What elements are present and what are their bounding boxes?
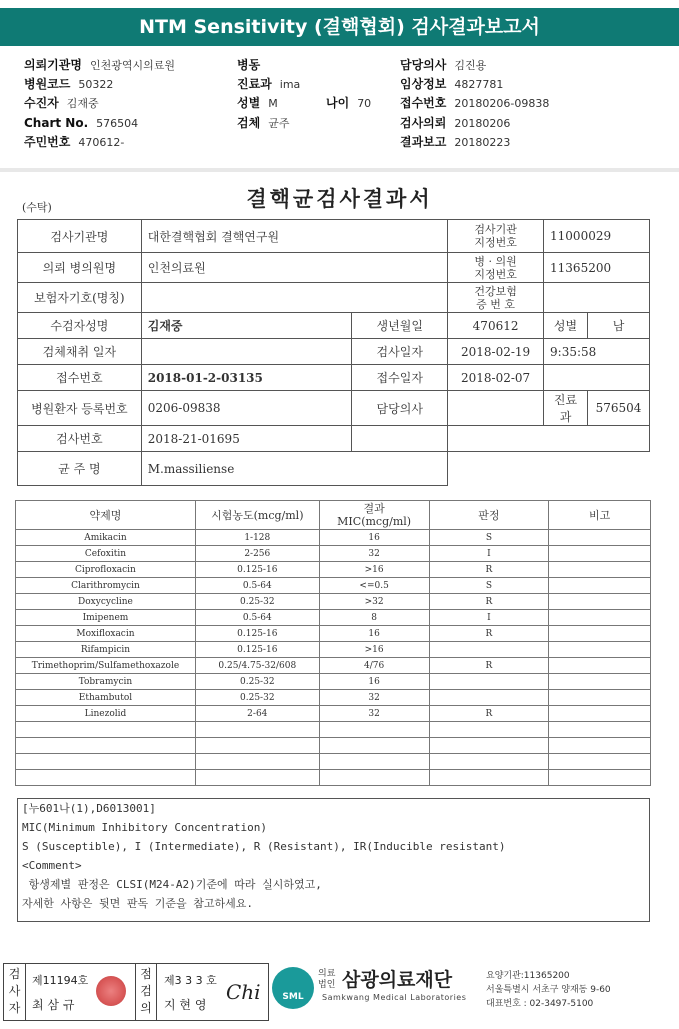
exam-no-value: 2018-21-01695 xyxy=(141,426,352,452)
empty-cell xyxy=(429,754,549,770)
drug-note xyxy=(549,546,651,562)
drug-note xyxy=(549,578,651,594)
drug-mic: 8 xyxy=(319,610,429,626)
commission-label: (수탁) xyxy=(22,201,52,214)
reg-value: 0206-09838 xyxy=(141,391,352,426)
test-date-label: 검사일자 xyxy=(352,339,448,365)
drug-conc: 0.25-32 xyxy=(195,594,319,610)
doctor-value xyxy=(448,391,544,426)
seal-stamp xyxy=(96,976,126,1006)
drug-mic: >16 xyxy=(319,642,429,658)
hospital-no-value: 11365200 xyxy=(544,253,650,283)
drug-conc: 0.125-16 xyxy=(195,562,319,578)
drug-row xyxy=(16,642,651,658)
drug-judge xyxy=(429,642,549,658)
drug-row xyxy=(16,594,651,610)
drug-name: Imipenem xyxy=(16,610,196,626)
header-label: 성별 xyxy=(237,96,261,110)
drug-name: Moxifloxacin xyxy=(16,626,196,642)
header-value: 인천광역시의료원 xyxy=(89,59,175,72)
drug-judge: S xyxy=(429,578,549,594)
header-field xyxy=(24,133,124,152)
empty-cell xyxy=(549,722,651,738)
dept-value: 576504 xyxy=(587,391,649,426)
exam-no-label: 검사번호 xyxy=(18,426,142,452)
drug-judge: R xyxy=(429,594,549,610)
drug-row xyxy=(16,674,651,690)
header-label: 임상정보 xyxy=(400,77,447,91)
remark-line: [누601나(1),D6013001] xyxy=(22,802,156,815)
drug-note xyxy=(549,626,651,642)
agency-no-value: 11000029 xyxy=(544,220,650,253)
drug-name: Rifampicin xyxy=(16,642,196,658)
drug-conc: 0.25/4.75-32/608 xyxy=(195,658,319,674)
drug-row xyxy=(16,690,651,706)
hospital-no-label: 병 · 의원 지정번호 xyxy=(448,253,544,283)
patient-value: 김재중 xyxy=(141,313,352,339)
empty-cell xyxy=(319,738,429,754)
empty-cell xyxy=(195,770,319,786)
empty-cell xyxy=(448,426,650,452)
collect-value xyxy=(141,339,352,365)
header-value: 20180223 xyxy=(454,136,511,149)
drug-note xyxy=(549,530,651,546)
drug-note xyxy=(549,690,651,706)
remark-line: 항생제별 판정은 CLSI(M24-A2)기준에 따라 실시하였고, xyxy=(22,878,322,891)
empty-cell xyxy=(549,754,651,770)
legal-line-1: 의료 xyxy=(318,969,336,979)
org-name: 삼광의료재단 xyxy=(342,969,453,991)
phone: 대표번호 : 02-3497-5100 xyxy=(486,999,594,1009)
sml-logo-icon: SML xyxy=(272,967,314,1009)
checker-no: 제3 3 3 호 xyxy=(164,974,217,987)
agency-no-label: 검사기관 지정번호 xyxy=(448,220,544,253)
header-field xyxy=(24,56,175,75)
empty-cell xyxy=(16,722,196,738)
drug-mic: 16 xyxy=(319,674,429,690)
separator xyxy=(0,168,679,172)
drug-name: Amikacin xyxy=(16,530,196,546)
drug-row xyxy=(16,658,651,674)
header-value: 20180206-09838 xyxy=(454,97,550,110)
header-value: 김재중 xyxy=(66,97,99,110)
drug-row xyxy=(16,578,651,594)
drug-conc: 0.25-32 xyxy=(195,674,319,690)
receipt-no-value: 2018-01-2-03135 xyxy=(141,365,352,391)
header-label: 결과보고 xyxy=(400,135,447,149)
drug-name: Trimethoprim/Sulfamethoxazole xyxy=(16,658,196,674)
legal-line-2: 법인 xyxy=(318,980,336,990)
drug-name: Clarithromycin xyxy=(16,578,196,594)
org-en: Samkwang Medical Laboratories xyxy=(322,993,467,1002)
empty-cell xyxy=(195,722,319,738)
header-value: ima xyxy=(279,78,301,91)
drug-judge: R xyxy=(429,562,549,578)
drug-row xyxy=(16,530,651,546)
drug-name: Ciprofloxacin xyxy=(16,562,196,578)
empty-cell xyxy=(16,770,196,786)
header-label: Chart No. xyxy=(24,116,89,130)
report-banner: NTM Sensitivity (결핵협회) 검사결과보고서 xyxy=(0,8,679,46)
drug-conc: 0.125-16 xyxy=(195,626,319,642)
drug-mic: >16 xyxy=(319,562,429,578)
drug-note xyxy=(549,658,651,674)
test-date-value: 2018-02-19 xyxy=(448,339,544,365)
empty-row xyxy=(16,770,651,786)
header-mic: 결과 MIC(mcg/ml) xyxy=(319,501,429,530)
empty-cell xyxy=(319,770,429,786)
drug-note xyxy=(549,594,651,610)
drug-note xyxy=(549,674,651,690)
empty-cell xyxy=(544,365,650,391)
drug-row xyxy=(16,610,651,626)
checker-name: 지 현 영 xyxy=(164,998,207,1012)
insurance-label: 건강보험 증 번 호 xyxy=(448,283,544,313)
header-field xyxy=(237,75,300,94)
empty-cell xyxy=(549,770,651,786)
header-label: 나이 xyxy=(326,96,350,110)
drug-judge: R xyxy=(429,706,549,722)
drug-mic: <=0.5 xyxy=(319,578,429,594)
header-label: 검사의뢰 xyxy=(400,116,447,130)
tester-no: 제11194호 xyxy=(32,974,89,987)
address: 서울특별시 서초구 양재동 9-60 xyxy=(486,985,611,995)
drug-conc: 2-64 xyxy=(195,706,319,722)
header-label: 병원코드 xyxy=(24,77,71,91)
receipt-no-label: 접수번호 xyxy=(18,365,142,391)
header-label: 의뢰기관명 xyxy=(24,58,82,72)
reg-label: 병원환자 등록번호 xyxy=(18,391,142,426)
header-drug: 약제명 xyxy=(16,501,196,530)
drug-conc: 0.5-64 xyxy=(195,578,319,594)
header-field xyxy=(24,94,99,113)
legal-entity xyxy=(318,969,335,991)
sex-label: 성별 xyxy=(544,313,588,339)
drug-judge xyxy=(429,674,549,690)
header-value: 4827781 xyxy=(454,78,504,91)
drug-judge: R xyxy=(429,658,549,674)
remark-line: 자세한 사항은 뒷면 판독 기준을 참고하세요. xyxy=(22,897,254,910)
remark-line: <Comment> xyxy=(22,859,82,872)
patient-info-table xyxy=(17,219,650,486)
header-value: 균주 xyxy=(268,117,290,130)
remark-line: S (Susceptible), I (Intermediate), R (Resistant), IR(Inducible resistant) xyxy=(22,840,506,853)
receipt-date-label: 접수일자 xyxy=(352,365,448,391)
doctor-label: 담당의사 xyxy=(352,391,448,426)
header-value: 576504 xyxy=(96,117,139,130)
empty-cell xyxy=(448,452,650,486)
header-note: 비고 xyxy=(549,501,651,530)
strain-label: 균 주 명 xyxy=(18,452,142,486)
hospital-value: 인천의료원 xyxy=(141,253,447,283)
drug-conc: 0.5-64 xyxy=(195,610,319,626)
drug-judge: I xyxy=(429,546,549,562)
empty-cell xyxy=(195,738,319,754)
drug-judge: I xyxy=(429,610,549,626)
drug-conc: 0.25-32 xyxy=(195,690,319,706)
remark-line: MIC(Minimum Inhibitory Concentration) xyxy=(22,821,268,834)
header-label: 진료과 xyxy=(237,77,272,91)
empty-cell xyxy=(429,770,549,786)
empty-cell xyxy=(319,754,429,770)
header-label: 수진자 xyxy=(24,96,59,110)
drug-note xyxy=(549,610,651,626)
header-value: 50322 xyxy=(78,78,114,91)
agency-value: 대한결핵협회 결핵연구원 xyxy=(141,220,447,253)
dept-label: 진료과 xyxy=(544,391,588,426)
signature: Chi xyxy=(226,980,261,1004)
header-field xyxy=(400,133,510,152)
strain-value: M.massiliense xyxy=(141,452,447,486)
drug-name: Ethambutol xyxy=(16,690,196,706)
drug-mic: 16 xyxy=(319,626,429,642)
patient-label: 수검자성명 xyxy=(18,313,142,339)
care-no: 요양기관:11365200 xyxy=(486,971,570,981)
header-value: 20180206 xyxy=(454,117,511,130)
empty-row xyxy=(16,722,651,738)
insurance-value xyxy=(544,283,650,313)
test-time-value: 9:35:58 xyxy=(544,339,650,365)
drug-note xyxy=(549,706,651,722)
drug-note xyxy=(549,642,651,658)
remarks-box xyxy=(17,798,650,922)
org-contact xyxy=(486,969,611,1011)
header-field xyxy=(24,114,138,133)
drug-mic: 32 xyxy=(319,690,429,706)
header-label: 병동 xyxy=(237,58,261,72)
receipt-date-value: 2018-02-07 xyxy=(448,365,544,391)
drug-name: Doxycycline xyxy=(16,594,196,610)
empty-cell xyxy=(16,754,196,770)
header-field xyxy=(400,56,486,75)
header-field xyxy=(237,94,278,113)
header-field xyxy=(326,94,371,113)
header-value: 470612- xyxy=(78,136,125,149)
drug-note xyxy=(549,562,651,578)
drug-judge: R xyxy=(429,626,549,642)
drug-row xyxy=(16,626,651,642)
drug-mic: 16 xyxy=(319,530,429,546)
empty-cell xyxy=(319,722,429,738)
insurer-value xyxy=(141,283,447,313)
agency-label: 검사기관명 xyxy=(18,220,142,253)
drug-name: Cefoxitin xyxy=(16,546,196,562)
drug-row xyxy=(16,546,651,562)
header-label: 주민번호 xyxy=(24,135,71,149)
header-value: M xyxy=(268,97,278,110)
drug-row xyxy=(16,706,651,722)
drug-name: Linezolid xyxy=(16,706,196,722)
drug-mic: 4/76 xyxy=(319,658,429,674)
tester-label: 검 사 자 xyxy=(4,964,26,1020)
hospital-label: 의뢰 병의원명 xyxy=(18,253,142,283)
drug-conc: 0.125-16 xyxy=(195,642,319,658)
header-label: 담당의사 xyxy=(400,58,447,72)
drug-conc: 2-256 xyxy=(195,546,319,562)
dob-label: 생년월일 xyxy=(352,313,448,339)
header-conc: 시험농도(mcg/ml) xyxy=(195,501,319,530)
empty-cell xyxy=(429,722,549,738)
header-value: 70 xyxy=(357,97,372,110)
drug-mic: 32 xyxy=(319,706,429,722)
signature-box xyxy=(3,963,269,1021)
drug-name: Tobramycin xyxy=(16,674,196,690)
collect-label: 검체채취 일자 xyxy=(18,339,142,365)
tester-name: 최 삼 규 xyxy=(32,998,75,1012)
drug-row xyxy=(16,562,651,578)
dob-value: 470612 xyxy=(448,313,544,339)
drug-table xyxy=(15,500,651,786)
header-label: 접수번호 xyxy=(400,96,447,110)
header-value: 김진용 xyxy=(454,59,487,72)
drug-mic: >32 xyxy=(319,594,429,610)
empty-cell xyxy=(429,738,549,754)
document-title: 결핵균검사결과서 xyxy=(246,186,433,211)
drug-judge: S xyxy=(429,530,549,546)
footer xyxy=(0,963,679,1021)
header-field xyxy=(24,75,113,94)
drug-judge xyxy=(429,690,549,706)
header-judge: 판정 xyxy=(429,501,549,530)
empty-row xyxy=(16,754,651,770)
drug-conc: 1-128 xyxy=(195,530,319,546)
empty-cell xyxy=(352,426,448,452)
insurer-label: 보험자기호(명칭) xyxy=(18,283,142,313)
empty-row xyxy=(16,738,651,754)
checker-label: 점 검 의 xyxy=(135,964,157,1020)
empty-cell xyxy=(549,738,651,754)
header-field xyxy=(400,114,510,133)
header-field xyxy=(400,94,549,113)
empty-cell xyxy=(195,754,319,770)
header-label: 검체 xyxy=(237,116,261,130)
header-field xyxy=(237,114,289,133)
header-field xyxy=(237,56,268,75)
empty-cell xyxy=(16,738,196,754)
header-field xyxy=(400,75,503,94)
drug-mic: 32 xyxy=(319,546,429,562)
sex-value: 남 xyxy=(587,313,649,339)
